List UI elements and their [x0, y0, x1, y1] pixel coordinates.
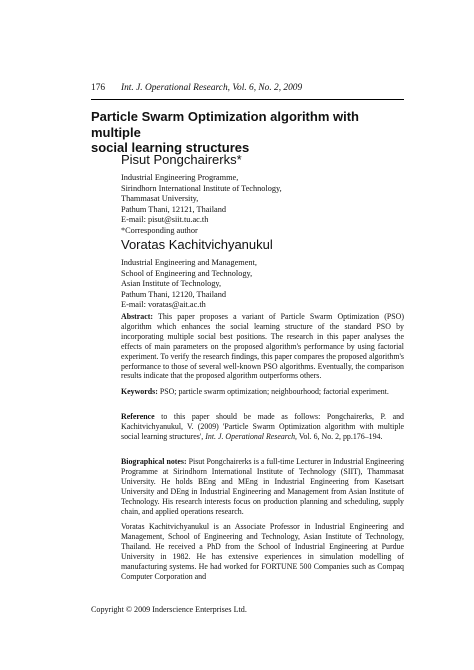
author-affiliation-1: [121, 173, 411, 237]
title-line-1: Particle Swarm Optimization algorithm with multiple: [91, 109, 359, 140]
author-name-1: Pisut Pongchairerks*: [121, 152, 242, 167]
corresponding-note: *Corresponding author: [121, 225, 198, 235]
biographical-notes-2: [121, 522, 404, 581]
affiliation-line: Asian Institute of Technology,: [121, 279, 222, 289]
running-header: [91, 83, 302, 93]
affiliation-line: Thammasat University,: [121, 194, 199, 204]
copyright-notice: Copyright © 2009 Inderscience Enterprises Ltd.: [91, 605, 247, 614]
abstract: [121, 312, 404, 381]
affiliation-line: Pathum Thani, 12120, Thailand: [121, 289, 227, 299]
title-line-2: social learning structures: [91, 140, 250, 155]
bio-label: Biographical notes:: [121, 457, 187, 466]
affiliation-line: Sirindhorn International Institute of Technology,: [121, 183, 282, 193]
bio-text-1: Pisut Pongchairerks is a full-time Lecturer in Industrial Engineering Programme at Sirindhorn International Institute of Technology (SIIT), Thammasat University. He holds BEng and MEng in Industrial Engineering from Kasetsart University and DEng in Industrial Engineering and Management from Asian Institute of Technology. His research interests focus on production planning and scheduling, supply chain, and applied operations research.: [121, 457, 404, 516]
reference-note: [121, 412, 404, 442]
biographical-notes: [121, 457, 404, 516]
paper-title: [91, 109, 411, 156]
author-block-2: [121, 237, 411, 311]
reference-text: to this paper should be made as follows: Pongchairerks, P. and Kachitvichyanukul, V. (2009) 'Particle Swarm Optimization algorithm with multiple social learning structures',: [121, 412, 404, 441]
reference-journal: Int. J. Operational Research: [205, 431, 296, 441]
affiliation-line: Industrial Engineering Programme,: [121, 173, 239, 182]
header-rule: [91, 99, 404, 100]
keywords-label: Keywords:: [121, 387, 158, 396]
affiliation-line: School of Engineering and Technology,: [121, 268, 253, 278]
keywords-text: PSO; particle swarm optimization; neighbourhood; factorial experiment.: [159, 387, 389, 396]
affiliation-line: Industrial Engineering and Management,: [121, 258, 257, 267]
abstract-text: This paper proposes a variant of Particle Swarm Optimization (PSO) algorithm which enhances the social learning structure of the standard PSO by incorporating multiple social best positions. The research in this paper analyses the effects of main parameters on the proposed algorithm's performance by using factorial experiment. To verify the research findings, this paper compares the proposed algorithm's performance to those of several well-known PSO algorithms. Eventually, the comparison results indicate that the proposed algorithm outperforms others.: [121, 312, 404, 381]
author-block-1: [121, 152, 411, 237]
bio-text-2: Voratas Kachitvichyanukul is an Associate Professor in Industrial Engineering and Management, School of Engineering and Technology, Asian Institute of Technology, Thailand. He received a PhD from the School of Industrial Engineering at Purdue University in 1982. He has extensive experiences in simulation modelling of manufacturing systems. He had worked for FORTUNE 500 Companies such as Compaq Computer Corporation and: [121, 522, 404, 581]
abstract-label: Abstract:: [121, 312, 153, 321]
email-line: E-mail: voratas@ait.ac.th: [121, 300, 206, 310]
author-name-2: Voratas Kachitvichyanukul: [121, 237, 273, 252]
author-affiliation-2: [121, 258, 411, 311]
reference-label: Reference: [121, 412, 155, 421]
keywords: [121, 387, 404, 397]
affiliation-line: Pathum Thani, 12121, Thailand: [121, 204, 227, 214]
reference-pages: , Vol. 6, No. 2, pp.176–194.: [295, 431, 383, 441]
email-line: E-mail: pisut@siit.tu.ac.th: [121, 215, 209, 225]
journal-citation: Int. J. Operational Research, Vol. 6, No. 2, 2009: [121, 83, 303, 93]
page-number: 176: [91, 83, 106, 93]
